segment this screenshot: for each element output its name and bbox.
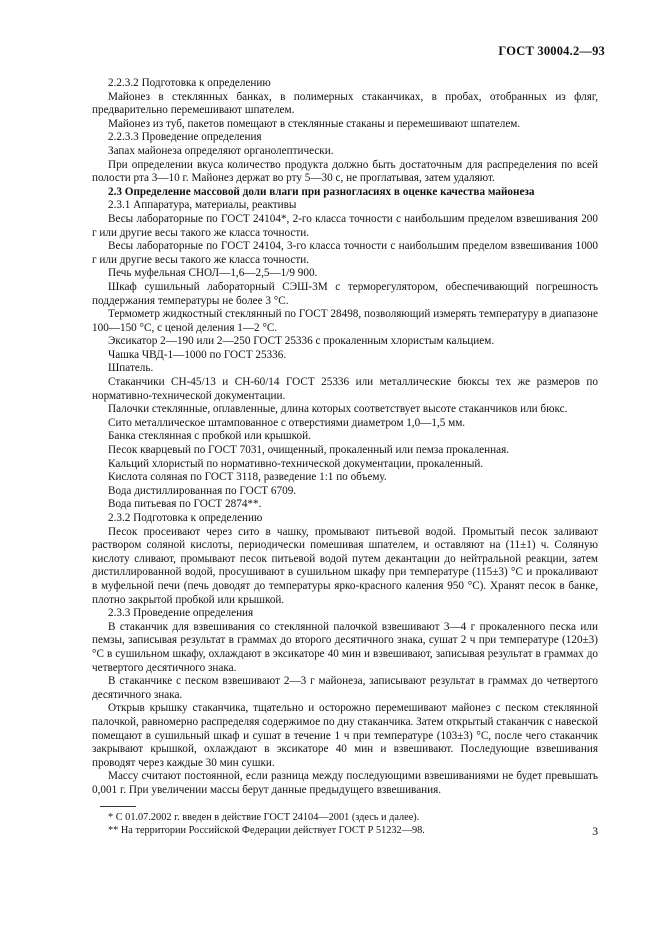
paragraph: Песок просеивают через сито в чашку, промывают питьевой водой. Промытый песок заливают раствором соляной кислоты, периодически помешивая шпателем, и оставляют на (11±1) ч. Соляную кислоту сливают, промывают песок питьевой водой путем декантации до нейтральной реакции, затем дистиллированной водой, просушивают в сушильном шкафу при температуре (115±3) °С и прокаливают в муфельной печи (печь доводят до температуры ярко-красного каления 950 °С). Хранят песок в банке, плотно закрытой пробкой или крышкой. xyxy=(92,525,598,606)
paragraph-list xyxy=(92,77,598,797)
paragraph: Открыв крышку стаканчика, тщательно и осторожно перемешивают майонез с песком стеклянной палочкой, равномерно распределяя содержимое по дну стаканчика. Затем открытый стаканчик с навеской помещают в сушильный шкаф и сушат в течение 1 ч при температуре (103±3) °С, после чего стаканчик закрывают крышкой, охлаждают в эксикаторе 40 мин и взвешивают. Последующие взвешивания проводят через каждые 30 мин сушки. xyxy=(92,702,598,769)
paragraph: При определении вкуса количество продукта должно быть достаточным для распределения по всей полости рта 3—10 г. Майонез держат во рту 5—30 с, не проглатывая, затем удаляют. xyxy=(92,158,598,185)
paragraph: Весы лабораторные по ГОСТ 24104, 3-го класса точности с наибольшим пределом взвешивания 1000 г или другие весы такого же класса точности. xyxy=(92,240,598,266)
page-number: 3 xyxy=(592,826,598,838)
paragraph: 2.3.2 Подготовка к определению xyxy=(108,512,263,524)
paragraph: Запах майонеза определяют органолептически. xyxy=(108,144,334,157)
paragraph: Майонез в стеклянных банках, в полимерных стаканчиках, в пробах, отобранных из фляг, предварительно перемешивают шпателем. xyxy=(92,90,598,117)
paragraph: Стаканчики СН-45/13 и СН-60/14 ГОСТ 25336 или металлические бюксы тех же размеров по нормативно-технической документации. xyxy=(92,376,598,402)
paragraph: Песок кварцевый по ГОСТ 7031, очищенный, прокаленный или пемза прокаленная. xyxy=(108,444,510,457)
paragraph: Весы лабораторные по ГОСТ 24104*, 2-го класса точности с наибольшим пределом взвешивания 200 г или другие весы такого же класса точности. xyxy=(92,212,598,239)
footnote-list xyxy=(92,812,598,838)
paragraph: Сито металлическое штампованное с отверстиями диаметром 1,0—1,5 мм. xyxy=(108,416,466,429)
paragraph: Банка стеклянная с пробкой или крышкой. xyxy=(108,430,311,443)
paragraph: 2.2.3.3 Проведение определения xyxy=(108,131,262,144)
footnote: ** На территории Российской Федерации действует ГОСТ Р 51232—98. xyxy=(108,825,425,837)
paragraph: Кальций хлористый по нормативно-технической документации, прокаленный. xyxy=(108,457,484,470)
paragraph: Чашка ЧВД-1—1000 по ГОСТ 25336. xyxy=(108,348,287,361)
paragraph: 2.3.1 Аппаратура, материалы, реактивы xyxy=(108,199,297,212)
paragraph: Шкаф сушильный лабораторный СЭШ-3М с терморегулятором, обеспечивающий погрешность поддержания температуры не более 3 °С. xyxy=(92,280,598,307)
paragraph: 2.2.3.2 Подготовка к определению xyxy=(108,77,271,89)
paragraph: Майонез из туб, пакетов помещают в стеклянные стаканы и перемешивают шпателем. xyxy=(108,117,521,130)
paragraph: Массу считают постоянной, если разница между последующими взвешиваниями не будет превышать 0,001 г. При увеличении массы берут данные предыдущего взвешивания. xyxy=(92,770,598,796)
document-header: ГОСТ 30004.2—93 xyxy=(498,44,605,58)
paragraph: В стаканчик для взвешивания со стеклянной палочкой взвешивают 3—4 г прокаленного песка или пемзы, записывая результат в граммах до второго десятичного знака, сушат 2 ч при температуре (120±3) °С в сушильном шкафу, охлаждают в эксикаторе 40 мин и взвешивают, записывая результат в граммах до четвертого десятичного знака. xyxy=(92,620,598,674)
document-body xyxy=(92,77,598,838)
paragraph: Вода питьевая по ГОСТ 2874**. xyxy=(108,498,262,511)
footnote-separator xyxy=(100,806,136,807)
paragraph: Вода дистиллированная по ГОСТ 6709. xyxy=(108,484,297,497)
paragraph: Печь муфельная СНОЛ—1,6—2,5—1/9 900. xyxy=(108,267,318,280)
paragraph: Шпатель. xyxy=(108,362,154,375)
paragraph: 2.3.3 Проведение определения xyxy=(108,607,254,620)
paragraph: Кислота соляная по ГОСТ 3118, разведение 1:1 по объему. xyxy=(108,471,387,484)
paragraph: В стаканчике с песком взвешивают 2—3 г майонеза, записывают результат в граммах до четвертого десятичного знака. xyxy=(92,675,598,701)
paragraph: 2.3 Определение массовой доли влаги при разногласиях в оценке качества майонеза xyxy=(108,185,535,198)
footnote: * С 01.07.2002 г. введен в действие ГОСТ 24104—2001 (здесь и далее). xyxy=(108,812,420,824)
paragraph: Термометр жидкостный стеклянный по ГОСТ 28498, позволяющий измерять температуру в диапазоне 100—150 °С, с ценой деления 1—2 °С. xyxy=(92,308,598,334)
paragraph: Палочки стеклянные, оплавленные, длина которых соответствует высоте стаканчиков или бюкс. xyxy=(108,403,568,416)
paragraph: Эксикатор 2—190 или 2—250 ГОСТ 25336 с прокаленным хлористым кальцием. xyxy=(108,335,495,348)
